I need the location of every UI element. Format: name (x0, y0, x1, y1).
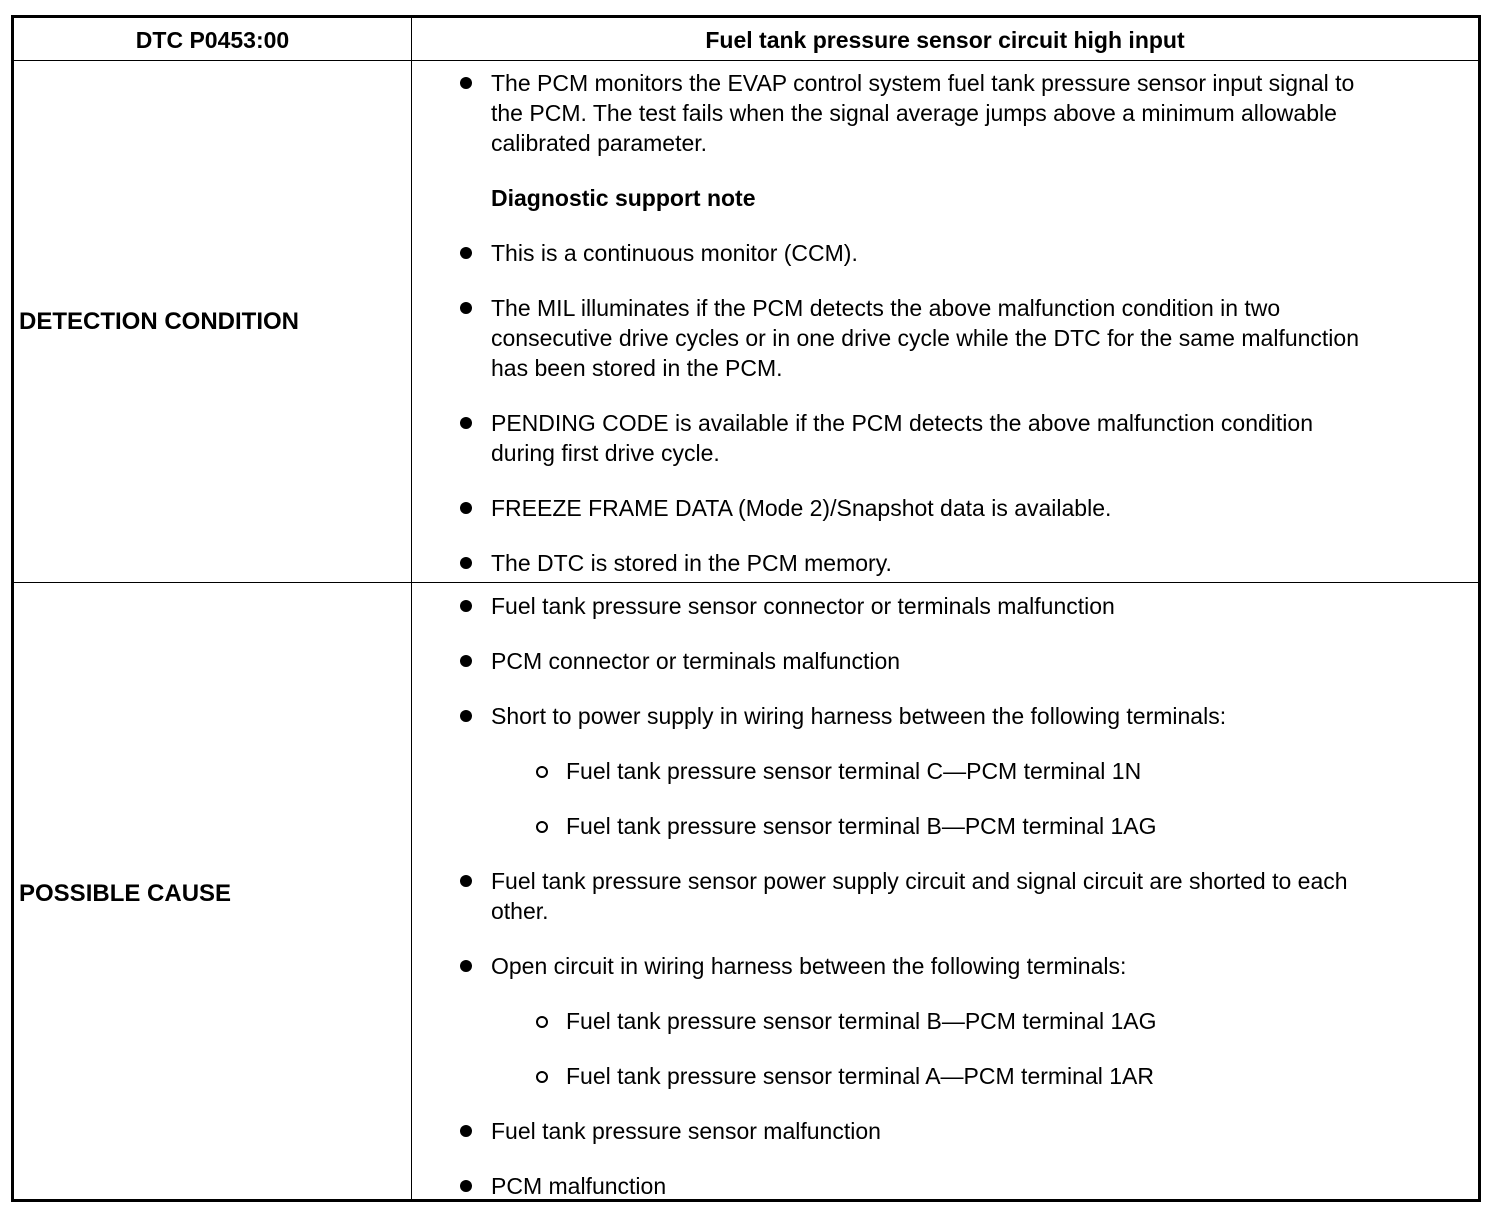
cause-item-pcm-connector: PCM connector or terminals malfunction (491, 648, 901, 674)
bullet-icon (460, 655, 472, 667)
cause-subitem-terminal-a-open: Fuel tank pressure sensor terminal A—PCM terminal 1AR (566, 1063, 1154, 1089)
cause-item-open-circuit: Open circuit in wiring harness between the following terminals: (491, 953, 1127, 979)
bullet-icon (460, 417, 472, 429)
possible-cause-row (14, 583, 1478, 1202)
detection-item-pending-code: PENDING CODE is available if the PCM detects the above malfunction condition during first drive cycle. (491, 410, 1313, 466)
cause-label-cell (14, 583, 412, 1202)
table-header-row (14, 18, 1478, 61)
dtc-title: Fuel tank pressure sensor circuit high input (705, 27, 1185, 53)
possible-cause-label: POSSIBLE CAUSE (19, 880, 232, 907)
bullet-icon (460, 247, 472, 259)
detection-item-mil: The MIL illuminates if the PCM detects the above malfunction condition in two consecutive drive cycles or in one drive cycle while the DTC for the same malfunction has been stored in the PCM. (491, 295, 1359, 381)
cause-item-sensor-connector: Fuel tank pressure sensor connector or terminals malfunction (491, 593, 1115, 619)
sub-bullet-icon (536, 1071, 548, 1083)
detection-item-dtc-stored: The DTC is stored in the PCM memory. (491, 550, 892, 576)
bullet-icon (460, 875, 472, 887)
detection-condition-row (14, 61, 1478, 583)
bullet-icon (460, 557, 472, 569)
detection-content-cell (412, 61, 1478, 582)
cause-subitem-terminal-c: Fuel tank pressure sensor terminal C—PCM terminal 1N (566, 758, 1142, 784)
sub-bullet-icon (536, 766, 548, 778)
dtc-table (11, 15, 1481, 1202)
detection-item-freeze-frame: FREEZE FRAME DATA (Mode 2)/Snapshot data is available. (491, 495, 1112, 521)
header-code-cell (14, 18, 412, 60)
detection-item-monitor: The PCM monitors the EVAP control system fuel tank pressure sensor input signal to the PCM. The test fails when the signal average jumps above a minimum allowable calibrated parameter. (491, 70, 1355, 156)
bullet-icon (460, 960, 472, 972)
cause-item-pcm-malfunction: PCM malfunction (491, 1173, 667, 1199)
bullet-icon (460, 710, 472, 722)
sub-bullet-icon (536, 821, 548, 833)
sub-bullet-icon (536, 1016, 548, 1028)
bullet-icon (460, 1125, 472, 1137)
diagnostic-support-note-heading: Diagnostic support note (491, 185, 756, 211)
cause-item-short-to-power: Short to power supply in wiring harness between the following terminals: (491, 703, 1227, 729)
dtc-code: DTC P0453:00 (135, 27, 290, 53)
bullet-icon (460, 600, 472, 612)
cause-item-sensor-malfunction: Fuel tank pressure sensor malfunction (491, 1118, 881, 1144)
detection-item-ccm: This is a continuous monitor (CCM). (491, 240, 858, 266)
bullet-icon (460, 77, 472, 89)
bullet-icon (460, 1180, 472, 1192)
bullet-icon (460, 502, 472, 514)
cause-subitem-terminal-b-open: Fuel tank pressure sensor terminal B—PCM terminal 1AG (566, 1008, 1157, 1034)
header-title-cell (412, 18, 1478, 60)
detection-condition-label: DETECTION CONDITION (19, 308, 299, 335)
cause-subitem-terminal-b: Fuel tank pressure sensor terminal B—PCM terminal 1AG (566, 813, 1157, 839)
cause-content-cell (412, 583, 1478, 1202)
bullet-icon (460, 302, 472, 314)
detection-label-cell (14, 61, 412, 582)
cause-item-shorted-each-other: Fuel tank pressure sensor power supply circuit and signal circuit are shorted to each other. (491, 868, 1348, 924)
